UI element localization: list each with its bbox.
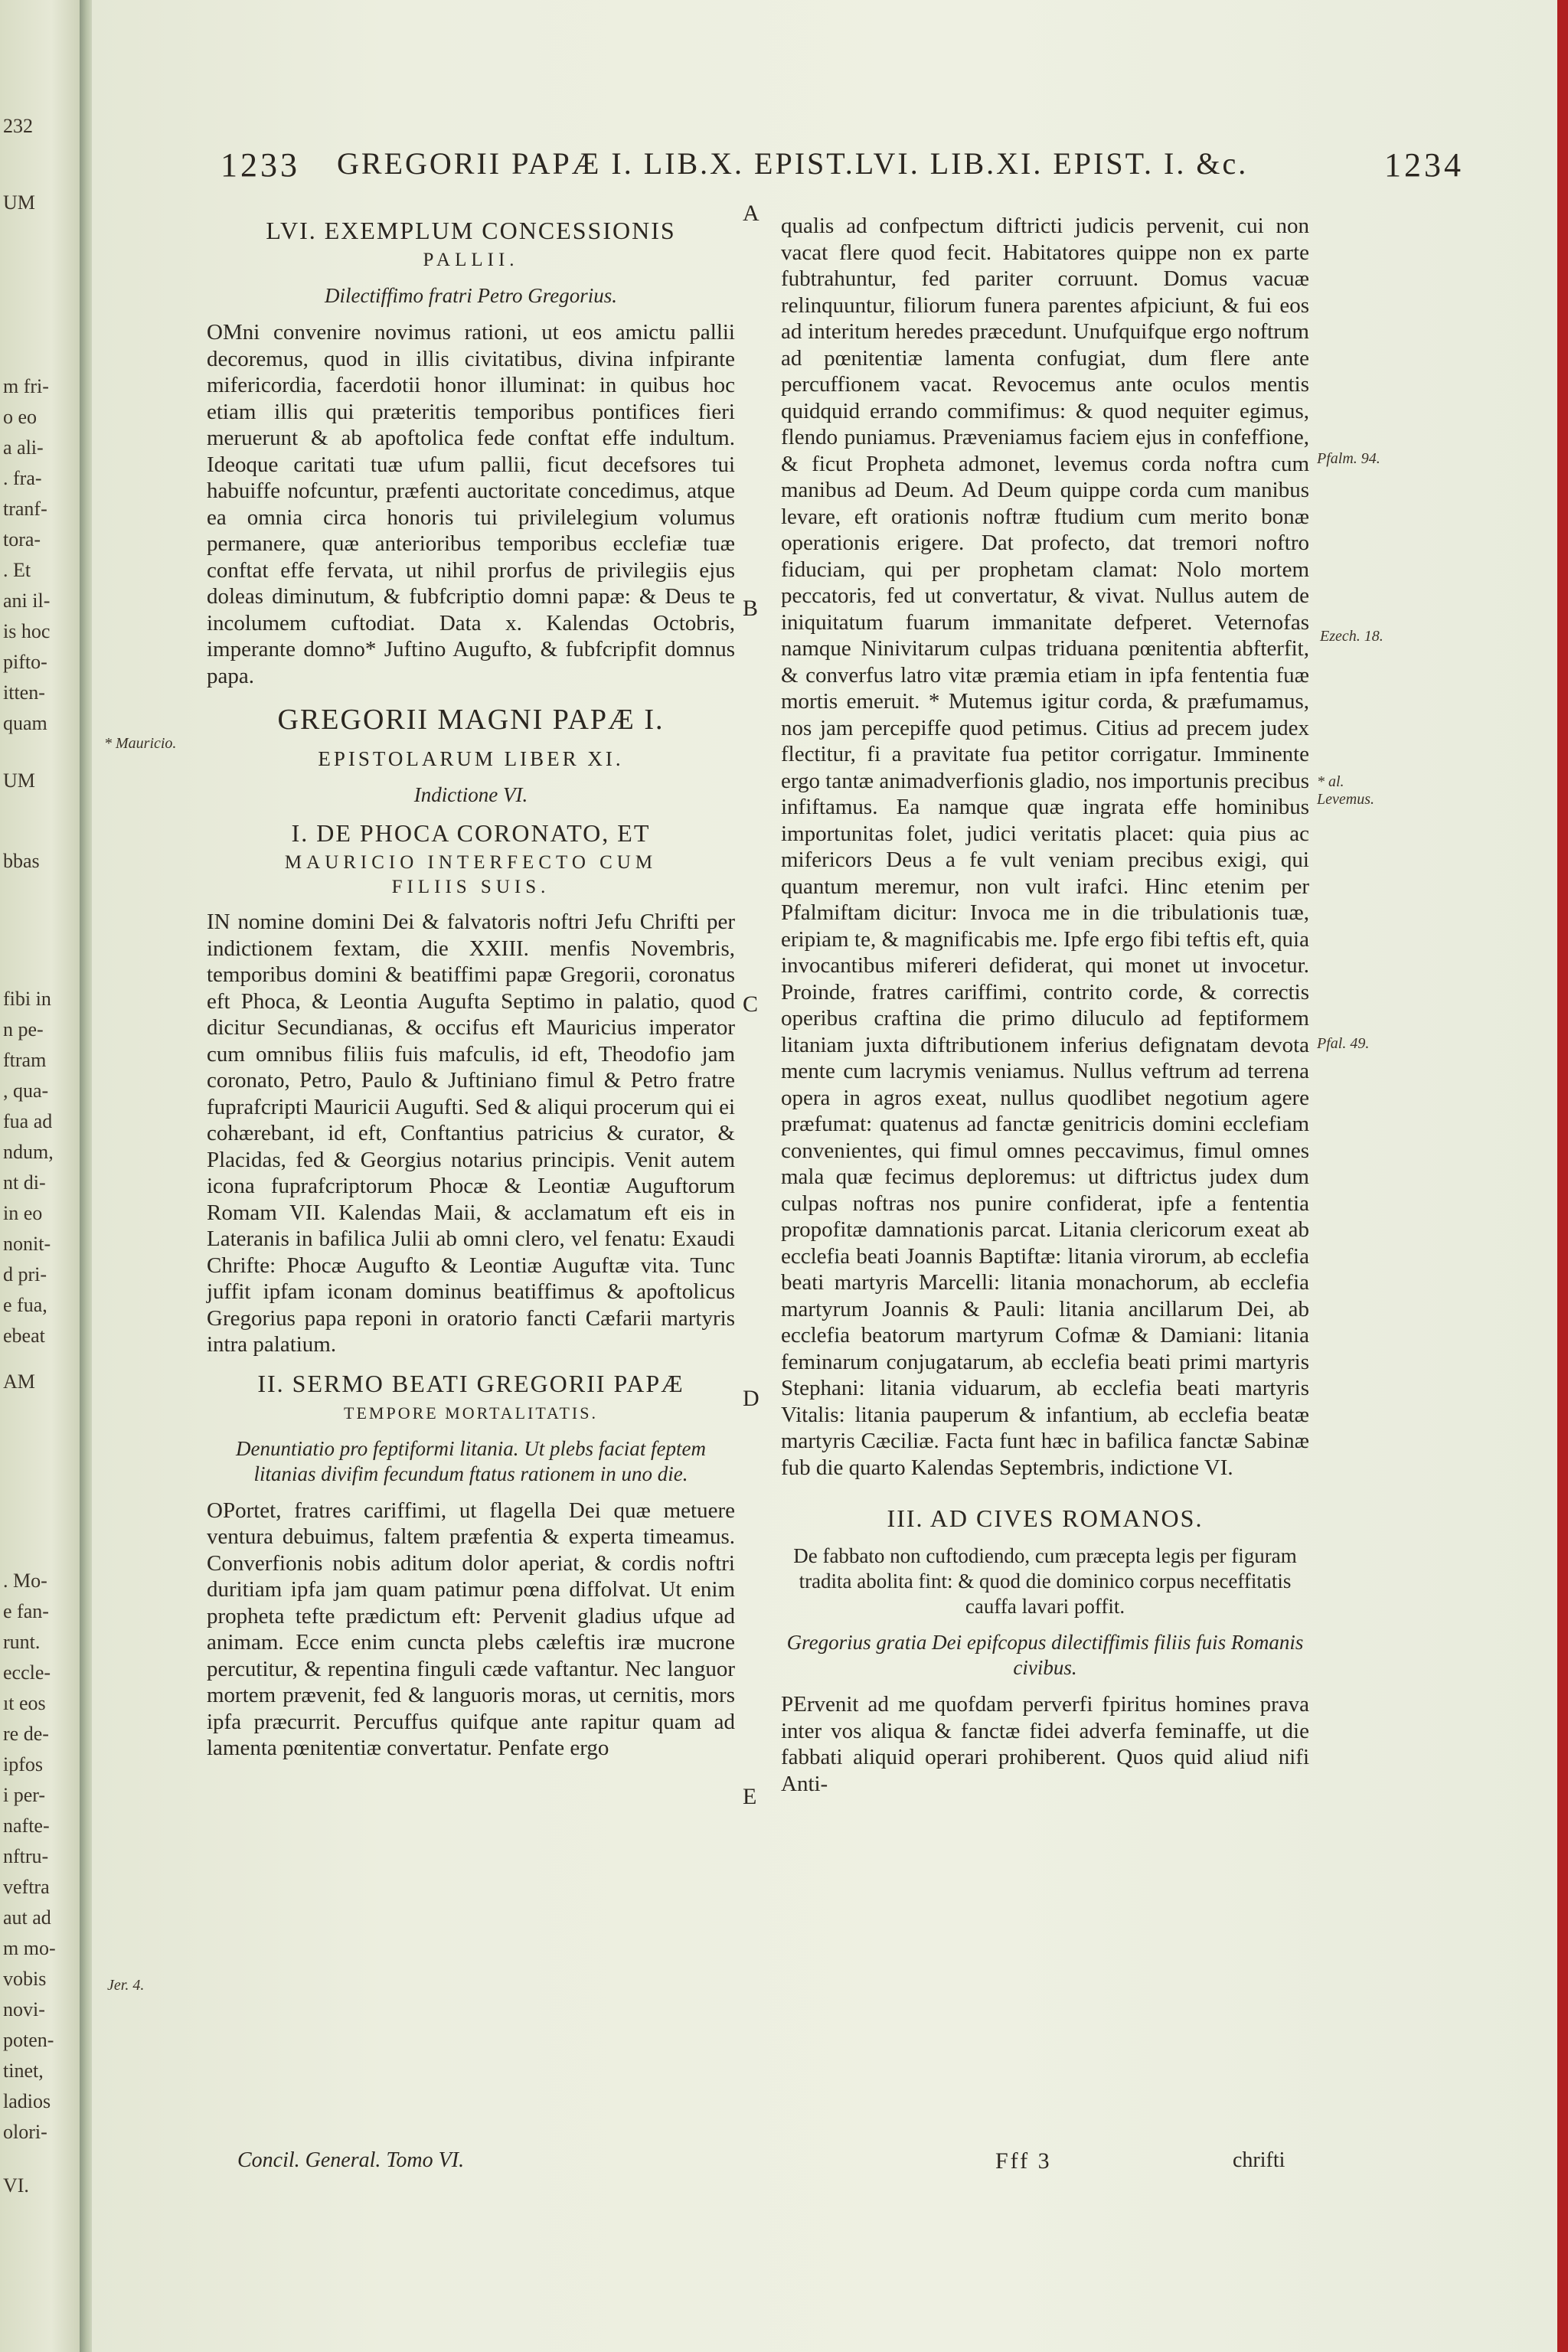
heading-ii-sub: TEMPORE MORTALITATIS.	[344, 1403, 598, 1423]
left-strip-fragment: ladios	[3, 2090, 51, 2112]
margin-note-psalm94: Pfalm. 94.	[1317, 450, 1380, 467]
left-strip-fragment: a ali-	[3, 436, 44, 459]
indictio: Indictione VI.	[413, 783, 528, 806]
heading-lvi: LVI. EXEMPLUM CONCESSIONIS	[266, 217, 676, 244]
left-strip-fragment: UM	[3, 769, 35, 792]
left-strip-fragment: e fan-	[3, 1600, 49, 1622]
heading-ii: II. SERMO BEATI GREGORII PAPÆ	[257, 1369, 684, 1397]
section-letter-a: A	[743, 201, 760, 226]
left-strip-fragment: ndum,	[3, 1141, 54, 1163]
paragraph-i: IN nomine domini Dei & falvatoris noftri Jefu Chrifti per indictionem fextam, die XXIII. menfis Novembris, temporibus domini & beatiffimi papæ Gregorii, coronatus eft Phoca, & Leontia Augufta Septimo in palatio, quod dicitur Secundianas, & occifus eft Mauricius imperator cum omnibus filiis fuis mafculis, id eft, Theodofio jam coronato, Petro, Paulo & Juftiniano fimul & Petro fratre fuprafcripti Mauricii Augufti. Sed & aliqui procerum qui ei cohærebant, id eft, Conftantius patricius & curator, & Placidas, fed & Georgius notarius principis. Venit autem icona fuprafcriptorum Phocæ & Leontiæ Auguftorum Romam VII. Kalendas Maii, & acclamatum eft eis in Lateranis in bafilica Julii ab omni clero, vel fenatu: Exaudi Chrifte: Phocæ Augufto & Leontiæ Auguftæ vita. Tunc juffit ipfam iconam dominus beatiffimus & apoftolicus Gregorius papa reponi in oratorio fancti Cæfarii martyris intra palatium.	[207, 910, 735, 1357]
margin-note-psal49: Pfal. 49.	[1317, 1035, 1370, 1052]
left-strip-fragment: aut ad	[3, 1906, 51, 1929]
left-strip-fragment: UM	[3, 191, 35, 214]
paragraph-iii: PErvenit ad me quofdam perverfi fpiritus homines prava inter vos aliqua & fanctæ fidei adverfa feminaffe, ut die fabbati aliquid operari prohiberent. Quos quid aliud nifi Anti-	[781, 1692, 1309, 1796]
margin-note-ezech: Ezech. 18.	[1320, 628, 1383, 645]
left-strip-fragment: pifto-	[3, 651, 47, 673]
footer-title: Concil. General. Tomo VI.	[237, 2148, 465, 2172]
left-strip-fragment: . Mo-	[3, 1570, 47, 1592]
left-strip-fragment: ebeat	[3, 1325, 45, 1347]
left-strip-fragment: vobis	[3, 1968, 47, 1990]
section-letter-d: D	[743, 1386, 760, 1411]
salutation-lvi: Dilectiffimo fratri Petro Gregorius.	[325, 284, 617, 307]
left-strip-fragment: quam	[3, 712, 47, 734]
section-letter-b: B	[743, 596, 759, 621]
margin-note-jer: Jer. 4.	[107, 1977, 145, 1994]
catchword: chrifti	[1233, 2148, 1285, 2172]
left-strip-fragment: veftra	[3, 1876, 50, 1898]
left-strip-fragment: nafte-	[3, 1815, 50, 1837]
left-strip-fragment: olori-	[3, 2121, 47, 2143]
book-page	[92, 0, 1568, 2352]
left-strip-fragment: nt di-	[3, 1171, 46, 1194]
salutation-iii: Gregorius gratia Dei epifcopus dilectiffimis filiis fuis Romanis civibus.	[786, 1631, 1304, 1679]
running-title: GREGORII PAPÆ I. LIB.X. EPIST.LVI. LIB.XI. EPIST. I. &c.	[337, 146, 1249, 181]
left-strip-fragment: m mo-	[3, 1937, 56, 1959]
heading-book: GREGORII MAGNI PAPÆ I.	[277, 704, 665, 736]
left-strip-fragment: . Et	[3, 559, 31, 581]
left-strip-fragment: re de-	[3, 1723, 49, 1745]
left-strip-fragment: in eo	[3, 1202, 43, 1224]
heading-i: I. DE PHOCA CORONATO, ET	[291, 819, 651, 847]
running-head	[92, 145, 1568, 191]
section-letter-c: C	[743, 991, 759, 1017]
left-strip-fragment: novi-	[3, 1998, 45, 2020]
left-strip-fragment: ani il-	[3, 590, 51, 612]
margin-note-levemus: * al. Levemus.	[1317, 773, 1374, 808]
summary-ii: Denuntiatio pro feptiformi litania. Ut plebs faciat feptem litanias divifim fecundum ftatus rationem in uno die.	[236, 1436, 706, 1485]
left-strip-fragment: e fua,	[3, 1294, 47, 1316]
left-strip-fragment: tranf-	[3, 498, 47, 520]
left-column	[207, 213, 735, 1772]
left-strip-fragment: VI.	[3, 2174, 29, 2197]
summary-iii: De fabbato non cuftodiendo, cum præcepta legis per figuram tradita abolita fint: & quod die dominico corpus neceffitatis cauffa lavari poffit.	[793, 1544, 1297, 1618]
left-strip-fragment: ıt eos	[3, 1692, 46, 1714]
paragraph-ii: OPortet, fratres cariffimi, ut flagella Dei quæ metuere ventura debuimus, faltem præfentia & experta timeamus. Converfionis nobis aditum dolor aperiat, & cordis noftri duritiam ipfa jam quam patimur pœna diffolvat. Ut enim propheta tefte prædictum eft: Pervenit gladius ufque ad animam. Ecce enim cuncta plebs cæleftis iræ mucrone percutitur, & repentina finguli cæde vaftantur. Nec languor mortem prævenit, fed & languoris moras, ut cernitis, mors ipfa præcurrit. Percuffus quifque ante rapitur quam ad lamenta pœnitentiæ convertatur. Penfate ergo	[207, 1498, 735, 1760]
left-strip-fragment: . fra-	[3, 467, 42, 489]
left-strip-fragment: bbas	[3, 850, 40, 872]
book-edge	[1557, 0, 1568, 2352]
left-strip-fragment: m fri-	[3, 375, 49, 397]
right-column	[781, 213, 1309, 1808]
left-strip-fragment: AM	[3, 1370, 35, 1393]
left-strip-fragment: ipfos	[3, 1753, 43, 1775]
left-strip-fragment: ftram	[3, 1049, 47, 1071]
left-strip-fragment: poten-	[3, 2029, 54, 2051]
left-strip-fragment: d pri-	[3, 1263, 47, 1285]
section-letter-e: E	[743, 1784, 757, 1809]
paragraph-ii-cont: qualis ad confpectum diftricti judicis pervenit, cui non vacat flere quod fecit. Habitatores quippe non ex parte fubtrahuntur, fed pariter corruunt. Domus vacuæ relinquuntur, filiorum funera parentes afpiciunt, & fui eos ad interitum heredes præcedunt. Unufquifque ergo noftrum ad pœnitentiæ lamenta confugiat, dum flere ante percuffionem vacat. Revocemus ante oculos mentis quidquid errando commifimus: & quod nequiter egimus, flendo puniamus. Præveniamus faciem ejus in confeffione, & ficut Propheta admonet, levemus corda noftra cum manibus ad Deum. Ad Deum quippe corda cum manibus levare, eft orationis noftræ ftudium cum merito bonæ operationis erigere. Dat profecto, dat tremori noftro fiduciam, qui per prophetam clamat: Nolo mortem peccatoris, fed ut convertatur, & vivat. Nullus autem de iniquitatum fuarum immanitate defperet. Veternofas namque Ninivitarum culpas triduana pœnitentia abfterfit, & converfus latro vitæ præmia etiam in ipfa fententia fuæ mortis emeruit. * Mutemus igitur corda, & præfumamus, nos jam percepiffe quod petimus. Citius ad precem judex flectitur, fi a pravitate fua petitor corrigatur. Imminente ergo tantæ animadverfionis gladio, nos importunis precibus infiftamus. Ea namque quæ ingrata effe hominibus importunitas folet, judici veritatis placet: quia pius ac mifericors Deus a fe vult veniam precibus exigi, qui quantum meremur, non vult irafci. Hinc etenim per Pfalmiftam dicitur: Invoca me in die tribulationis tuæ, eripiam te, & magnificabis me. Ipfe ergo fibi teftis eft, quia invocantibus mifereri defiderat, qui monet ut invocetur. Proinde, fratres cariffimi, contrito corde, & correctis operibus craftina die primo diluculo ad feptiformem litaniam juxta diftributionem inferius defignatam devota mente cum lacrymis veniamus. Nullus veftrum ad terrena opera in agros exeat, nullus quodlibet negotium agere præfumat: quatenus ad fanctæ genitricis domini ecclefiam convenientes, qui fimul omnes peccavimus, fimul omnes mala quæ fecimus deploremus: ut diftrictus judex dum culpas noftras nos punire confiderat, ipfe a fententia propofitæ damnationis parcat. Litania clericorum exeat ab ecclefia beati Joannis Baptiftæ: litania virorum, ab ecclefia beati martyris Marcelli: litania monachorum, ab ecclefia martyrum Joannis & Pauli: litania ancillarum Dei, ab ecclefia beatorum martyrum Cofmæ & Damiani: litania feminarum conjugatarum, ab ecclefia beati primi martyris Stephani: litania viduarum, ab ecclefia beati martyris Vitalis: litania pauperum & infantium, ab ecclefia beatæ martyris Cæciliæ. Facta funt hæc in bafilica fanctæ Sabinæ fub die quarto Kalendas Septembris, indictione VI.	[781, 214, 1309, 1480]
page-number-left: 1233	[220, 146, 300, 184]
left-strip-fragment: nonit-	[3, 1233, 51, 1255]
heading-book-sub: EPISTOLARUM LIBER XI.	[318, 747, 624, 770]
heading-iii: III. AD CIVES ROMANOS.	[887, 1504, 1204, 1532]
left-strip-fragment: eccle-	[3, 1661, 51, 1684]
left-strip-fragment: i per-	[3, 1784, 46, 1806]
heading-lvi-sub: PALLII.	[423, 250, 519, 270]
left-strip-fragment: o eo	[3, 406, 38, 428]
left-strip-fragment: , qua-	[3, 1080, 49, 1102]
left-strip-fragment: fibi in	[3, 988, 51, 1010]
left-strip-fragment: fua ad	[3, 1110, 53, 1132]
adjacent-page-strip	[0, 0, 86, 2352]
signature-mark: Fff 3	[995, 2148, 1052, 2174]
heading-i-sub2: FILIIS SUIS.	[391, 877, 550, 897]
left-strip-fragment: nftru-	[3, 1845, 49, 1867]
margin-note-mauricio: * Mauricio.	[104, 735, 177, 752]
left-strip-fragment: 232	[3, 115, 33, 137]
page-number-right: 1234	[1384, 146, 1464, 184]
left-strip-fragment: itten-	[3, 681, 45, 704]
left-strip-fragment: tora-	[3, 528, 41, 550]
left-strip-fragment: n pe-	[3, 1018, 44, 1040]
left-strip-fragment: tinet,	[3, 2060, 44, 2082]
left-strip-fragment: is hoc	[3, 620, 51, 642]
left-strip-fragment: runt.	[3, 1631, 41, 1653]
heading-i-sub1: MAURICIO INTERFECTO CUM	[284, 852, 658, 873]
paragraph-lvi: OMni convenire novimus rationi, ut eos amictu pallii decoremus, quod in illis civitatibus, divina infpirante mifericordia, facerdotii honor illuminat: in quibus hoc etiam illis qui præteritis temporibus pontifices fieri meruerunt & ab apoftolica fede conftat effe indultum. Ideoque caritati tuæ ufum pallii, ficut decefsores tui habuiffe nofcuntur, præfenti auctoritate concedimus, atque ea omnia circa honoris tui privilelegium volumus permanere, quæ anterioribus temporibus ecclefiæ tuæ conftat effe fervata, ut nihil prorfus de privilegiis ejus doleas diminutum, & fubfcriptio domni papæ: & Deus te incolumem cuftodiat. Data x. Kalendas Octobris, imperante domno* Juftino Augufto, & fubfcripfit domnus papa.	[207, 320, 735, 688]
